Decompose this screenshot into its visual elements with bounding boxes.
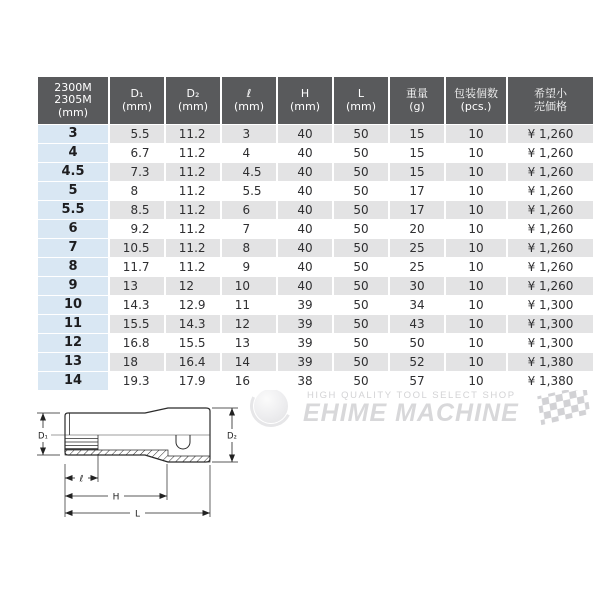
column-header: H (mm) — [278, 77, 332, 124]
column-header: D₁ (mm) — [110, 77, 164, 124]
table-cell: 50 — [334, 353, 388, 371]
table-cell: 4 — [222, 144, 276, 162]
table-cell: 50 — [334, 144, 388, 162]
table-cell: 6 .7 — [110, 144, 164, 162]
size-cell: 5 — [38, 182, 108, 200]
table-cell: 50 — [334, 239, 388, 257]
table-cell: 52 — [390, 353, 444, 371]
table-cell: 10 — [446, 220, 506, 238]
table-cell: 40 — [278, 239, 332, 257]
table-cell: 8 .5 — [110, 201, 164, 219]
table-cell: 14 .3 — [166, 315, 220, 333]
table-cell: 10 — [446, 201, 506, 219]
table-cell: 18 — [110, 353, 164, 371]
table-cell: 10 — [222, 277, 276, 295]
table-cell: 40 — [278, 163, 332, 181]
table-cell: 50 — [334, 277, 388, 295]
size-cell: 5.5 — [38, 201, 108, 219]
size-cell: 13 — [38, 353, 108, 371]
table-cell: 50 — [390, 334, 444, 352]
table-cell: 11 .2 — [166, 163, 220, 181]
table-cell: 50 — [334, 182, 388, 200]
column-header: ℓ (mm) — [222, 77, 276, 124]
column-header: 包装個数 (pcs.) — [446, 77, 506, 124]
table-cell: 40 — [278, 182, 332, 200]
table-cell: 10 — [446, 125, 506, 143]
table-cell: 10 — [446, 315, 506, 333]
table-cell: ¥ 1,260 — [508, 144, 593, 162]
table-cell: 40 — [278, 144, 332, 162]
table-cell: 50 — [334, 163, 388, 181]
table-cell: 15 .5 — [166, 334, 220, 352]
table-cell: 50 — [334, 372, 388, 390]
table-cell: 25 — [390, 239, 444, 257]
table-cell: 16 .4 — [166, 353, 220, 371]
table-cell: 10 — [446, 182, 506, 200]
table-cell: 15 .5 — [110, 315, 164, 333]
table-cell: ¥ 1,260 — [508, 239, 593, 257]
table-cell: 40 — [278, 125, 332, 143]
table-cell: 40 — [278, 258, 332, 276]
table-cell: ¥ 1,260 — [508, 125, 593, 143]
table-cell: 50 — [334, 296, 388, 314]
size-cell: 8 — [38, 258, 108, 276]
size-cell: 6 — [38, 220, 108, 238]
table-cell: 17 — [390, 201, 444, 219]
table-cell: 9 .2 — [110, 220, 164, 238]
table-cell: 12 — [222, 315, 276, 333]
table-cell: 19 .3 — [110, 372, 164, 390]
table-cell: 11 .7 — [110, 258, 164, 276]
column-header: 希望小 売価格 — [508, 77, 593, 124]
table-cell: 10 — [446, 144, 506, 162]
table-cell: 11 .2 — [166, 144, 220, 162]
table-cell: 15 — [390, 125, 444, 143]
label-l: L — [134, 509, 141, 520]
table-cell: ¥ 1,380 — [508, 372, 593, 390]
table-cell: 39 — [278, 315, 332, 333]
table-cell: 34 — [390, 296, 444, 314]
size-cell: 12 — [38, 334, 108, 352]
table-cell: 8 — [110, 182, 164, 200]
brand-sphere-logo — [254, 389, 288, 423]
table-cell: 17 — [390, 182, 444, 200]
label-ell: ℓ — [79, 474, 84, 485]
table-cell: 13 — [222, 334, 276, 352]
table-cell: 15 — [390, 163, 444, 181]
table-cell: ¥ 1,260 — [508, 277, 593, 295]
table-cell: 10 — [446, 239, 506, 257]
size-cell: 9 — [38, 277, 108, 295]
table-cell: 40 — [278, 201, 332, 219]
table-cell: 8 — [222, 239, 276, 257]
table-cell: 6 — [222, 201, 276, 219]
table-cell: 14 — [222, 353, 276, 371]
table-cell: 50 — [334, 201, 388, 219]
table-cell: 11 .2 — [166, 220, 220, 238]
table-cell: 11 — [222, 296, 276, 314]
table-cell: 50 — [334, 258, 388, 276]
table-cell: 14 .3 — [110, 296, 164, 314]
table-cell: ¥ 1,300 — [508, 334, 593, 352]
table-cell: 43 — [390, 315, 444, 333]
label-h: H — [112, 492, 120, 503]
table-cell: 7 — [222, 220, 276, 238]
size-cell: 10 — [38, 296, 108, 314]
table-cell: ¥ 1,380 — [508, 353, 593, 371]
table-cell: 10 — [446, 353, 506, 371]
table-cell: 11 .2 — [166, 182, 220, 200]
table-cell: 10 — [446, 258, 506, 276]
size-cell: 7 — [38, 239, 108, 257]
table-cell: 30 — [390, 277, 444, 295]
table-cell: 12 .9 — [166, 296, 220, 314]
watermark-tagline: HIGH QUALITY TOOL SELECT SHOP — [307, 390, 516, 401]
column-header: L (mm) — [334, 77, 388, 124]
size-cell: 4.5 — [38, 163, 108, 181]
table-cell: 10 — [446, 163, 506, 181]
table-cell: ¥ 1,300 — [508, 296, 593, 314]
table-cell: ¥ 1,260 — [508, 163, 593, 181]
watermark-brand: EHIME MACHINE — [303, 399, 519, 427]
table-cell: 10 — [446, 296, 506, 314]
table-cell: 13 — [110, 277, 164, 295]
watermark — [240, 383, 600, 443]
size-cell: 14 — [38, 372, 108, 390]
table-cell: 20 — [390, 220, 444, 238]
table-cell: 7 .3 — [110, 163, 164, 181]
table-cell: 15 — [390, 144, 444, 162]
table-cell: 5 .5 — [222, 182, 276, 200]
table-cell: 39 — [278, 296, 332, 314]
table-cell: 3 — [222, 125, 276, 143]
table-cell: 50 — [334, 220, 388, 238]
label-d1: D₁ — [38, 431, 48, 442]
table-cell: 11 .2 — [166, 239, 220, 257]
table-cell: 11 .2 — [166, 201, 220, 219]
table-cell: ¥ 1,300 — [508, 315, 593, 333]
size-cell: 11 — [38, 315, 108, 333]
column-header: 2300M 2305M (mm) — [38, 77, 108, 124]
table-cell: 12 — [166, 277, 220, 295]
column-header: 重量 (g) — [390, 77, 444, 124]
table-cell: 16 — [222, 372, 276, 390]
table-cell: 40 — [278, 220, 332, 238]
socket-dimension-diagram — [30, 402, 245, 524]
table-cell: 25 — [390, 258, 444, 276]
size-cell: 3 — [38, 125, 108, 143]
table-cell: ¥ 1,260 — [508, 258, 593, 276]
size-cell: 4 — [38, 144, 108, 162]
table-cell: 10 — [446, 334, 506, 352]
table-cell: 17 .9 — [166, 372, 220, 390]
table-cell: 11 .2 — [166, 258, 220, 276]
table-cell: 5 .5 — [110, 125, 164, 143]
table-cell: 10 — [446, 372, 506, 390]
table-cell: 40 — [278, 277, 332, 295]
table-cell: 39 — [278, 334, 332, 352]
table-cell: 57 — [390, 372, 444, 390]
table-cell: 50 — [334, 125, 388, 143]
table-cell: ¥ 1,260 — [508, 201, 593, 219]
table-cell: 4 .5 — [222, 163, 276, 181]
table-cell: ¥ 1,260 — [508, 182, 593, 200]
table-cell: 50 — [334, 334, 388, 352]
table-cell: 10 — [446, 277, 506, 295]
table-cell: 11 .2 — [166, 125, 220, 143]
spec-table — [38, 77, 593, 390]
checkered-flag-icon — [536, 389, 594, 429]
table-cell: 50 — [334, 315, 388, 333]
table-cell: 10 .5 — [110, 239, 164, 257]
table-cell: 38 — [278, 372, 332, 390]
column-header: D₂ (mm) — [166, 77, 220, 124]
table-cell: 39 — [278, 353, 332, 371]
label-d2: D₂ — [227, 431, 237, 442]
table-cell: ¥ 1,260 — [508, 220, 593, 238]
table-cell: 9 — [222, 258, 276, 276]
table-cell: 16 .8 — [110, 334, 164, 352]
